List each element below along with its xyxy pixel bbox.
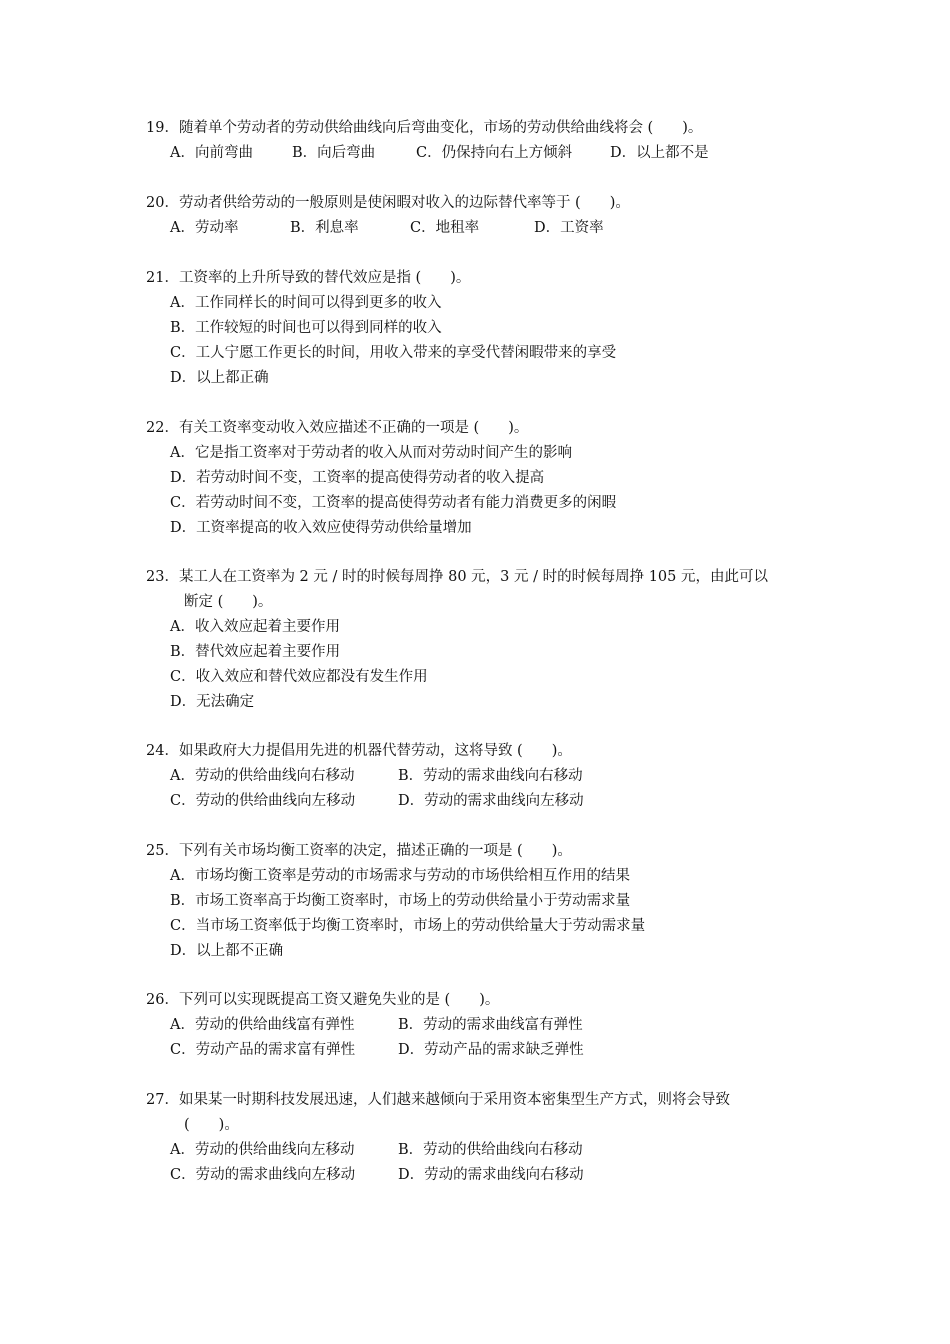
option-row (146, 491, 826, 516)
question-stem: 22．有关工资率变动收入效应描述不正确的一项是 ( )。 (146, 420, 529, 436)
option-row (146, 1138, 826, 1163)
answer-option: A．劳动的供给曲线富有弹性 (170, 1017, 355, 1033)
question-stem: 19．随着单个劳动者的劳动供给曲线向后弯曲变化，市场的劳动供给曲线将会 ( )。 (146, 120, 703, 136)
option-row (146, 441, 826, 466)
answer-option: D．工资率提高的收入效应使得劳动供给量增加 (170, 520, 472, 536)
answer-option: B．替代效应起着主要作用 (170, 644, 341, 660)
answer-option: B．劳动的需求曲线富有弹性 (398, 1017, 583, 1033)
question-stem: 25．下列有关市场均衡工资率的决定，描述正确的一项是 ( )。 (146, 843, 572, 859)
option-row (146, 640, 826, 665)
question-5 (146, 565, 826, 715)
question-stem-continuation: 断定 ( )。 (184, 594, 273, 610)
answer-option: C．收入效应和替代效应都没有发生作用 (170, 669, 428, 685)
answer-option: A．劳动率 (170, 220, 239, 236)
option-row (146, 1013, 826, 1038)
answer-option: D．无法确定 (170, 694, 255, 710)
question-stem: 23．某工人在工资率为 2 元 / 时的时候每周挣 80 元，3 元 / 时的时候每周挣 105 元，由此可以 (146, 569, 768, 585)
answer-option: A．收入效应起着主要作用 (170, 619, 340, 635)
option-row (146, 690, 826, 715)
question-stem: 27．如果某一时期科技发展迅速，人们越来越倾向于采用资本密集型生产方式，则将会导致 (146, 1092, 730, 1108)
question-3 (146, 266, 826, 391)
answer-option: B．利息率 (290, 220, 359, 236)
question-8 (146, 988, 826, 1063)
question-4 (146, 416, 826, 541)
answer-option: D．以上都不是 (610, 145, 709, 161)
answer-option: A．市场均衡工资率是劳动的市场需求与劳动的市场供给相互作用的结果 (170, 868, 630, 884)
answer-option: A．劳动的供给曲线向左移动 (170, 1142, 355, 1158)
option-row (146, 615, 826, 640)
question-6 (146, 739, 826, 814)
answer-option: C．仍保持向右上方倾斜 (416, 145, 573, 161)
answer-option: C．工人宁愿工作更长的时间，用收入带来的享受代替闲暇带来的享受 (170, 345, 617, 361)
answer-option: C．若劳动时间不变，工资率的提高使得劳动者有能力消费更多的闲暇 (170, 495, 617, 511)
option-row (146, 864, 826, 889)
question-stem: 24．如果政府大力提倡用先进的机器代替劳动，这将导致 ( )。 (146, 743, 572, 759)
option-row (146, 341, 826, 366)
answer-option: B．市场工资率高于均衡工资率时，市场上的劳动供给量小于劳动需求量 (170, 893, 631, 909)
option-row (146, 764, 826, 789)
option-row (146, 889, 826, 914)
option-row (146, 1163, 826, 1188)
option-row (146, 316, 826, 341)
answer-option: C．劳动产品的需求富有弹性 (170, 1042, 356, 1058)
option-row (146, 291, 826, 316)
question-stem-continuation: ( )。 (184, 1117, 239, 1133)
answer-option: D．以上都不正确 (170, 943, 284, 959)
question-stem: 26．下列可以实现既提高工资又避免失业的是 ( )。 (146, 992, 500, 1008)
option-row (146, 516, 826, 541)
answer-option: B．工作较短的时间也可以得到同样的收入 (170, 320, 442, 336)
answer-option: B．劳动的供给曲线向右移动 (398, 1142, 583, 1158)
answer-option: B．劳动的需求曲线向右移动 (398, 768, 583, 784)
answer-option: A．工作同样长的时间可以得到更多的收入 (170, 295, 442, 311)
answer-option: A．它是指工资率对于劳动者的收入从而对劳动时间产生的影响 (170, 445, 572, 461)
option-row (146, 914, 826, 939)
question-7 (146, 839, 826, 964)
answer-option: D．劳动产品的需求缺乏弹性 (398, 1042, 584, 1058)
option-row (146, 665, 826, 690)
answer-option: C．劳动的需求曲线向左移动 (170, 1167, 356, 1183)
answer-option: A．劳动的供给曲线向右移动 (170, 768, 355, 784)
option-row (146, 216, 826, 241)
answer-option: D．若劳动时间不变，工资率的提高使得劳动者的收入提高 (170, 470, 545, 486)
answer-option: A．向前弯曲 (170, 145, 253, 161)
question-1 (146, 116, 826, 166)
answer-option: C．地租率 (410, 220, 480, 236)
option-row (146, 939, 826, 964)
answer-option: D．劳动的需求曲线向右移动 (398, 1167, 584, 1183)
answer-option: C．劳动的供给曲线向左移动 (170, 793, 356, 809)
option-row (146, 466, 826, 491)
answer-option: D．劳动的需求曲线向左移动 (398, 793, 584, 809)
answer-option: B．向后弯曲 (292, 145, 376, 161)
answer-option: D．工资率 (534, 220, 604, 236)
option-row (146, 1038, 826, 1063)
question-9 (146, 1088, 826, 1188)
answer-option: C．当市场工资率低于均衡工资率时，市场上的劳动供给量大于劳动需求量 (170, 918, 646, 934)
option-row (146, 789, 826, 814)
option-row (146, 366, 826, 391)
option-row (146, 141, 826, 166)
question-stem: 20．劳动者供给劳动的一般原则是使闲暇对收入的边际替代率等于 ( )。 (146, 195, 630, 211)
question-stem: 21．工资率的上升所导致的替代效应是指 ( )。 (146, 270, 471, 286)
answer-option: D．以上都正确 (170, 370, 269, 386)
question-2 (146, 191, 826, 241)
